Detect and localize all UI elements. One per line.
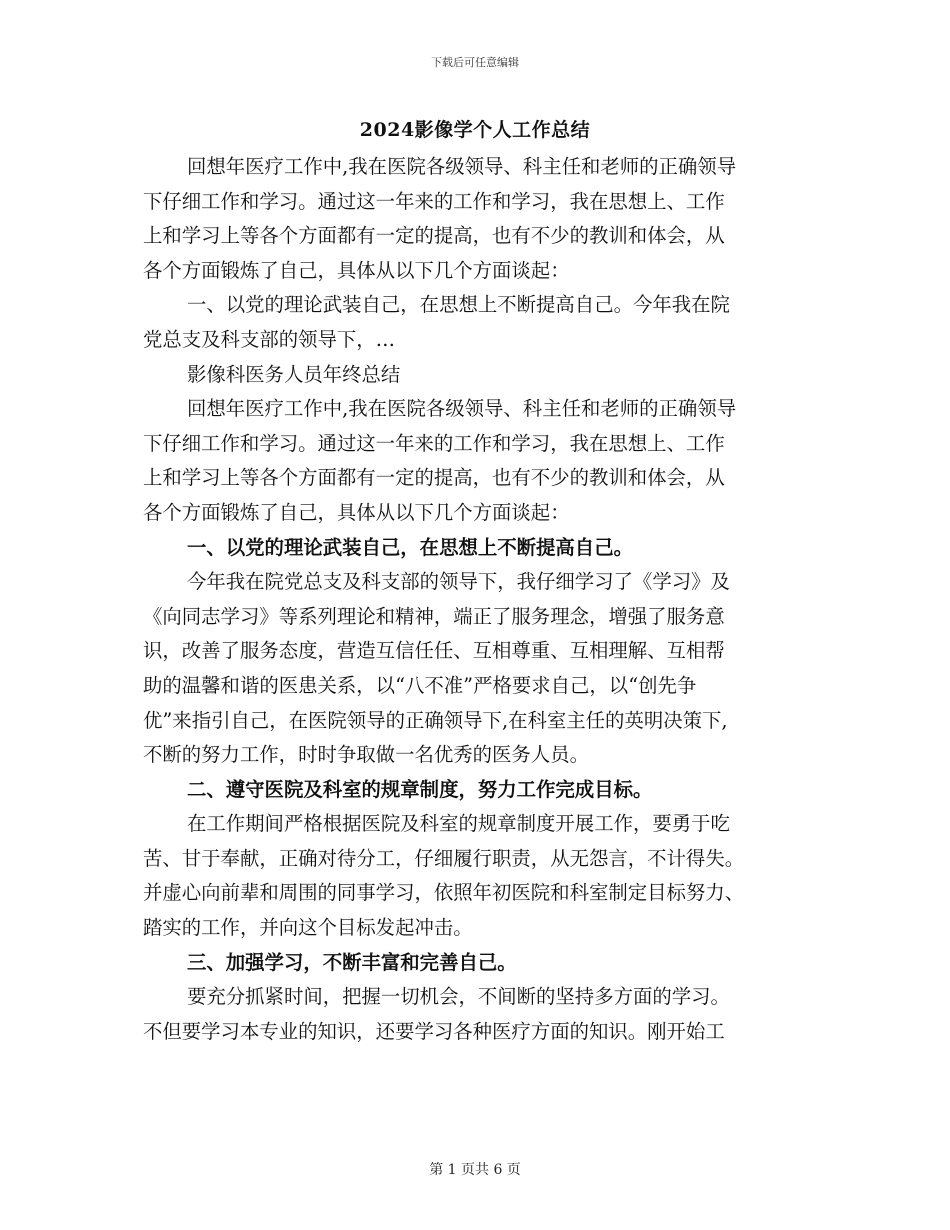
paragraph-line: 苦、甘于奉献，正确对待分工，仔细履行职责，从无怨言，不计得失。 xyxy=(143,846,745,870)
section-heading-line: 一、以党的理论武装自己，在思想上不断提高自己。 xyxy=(187,535,633,559)
document-title: 2024影像学个人工作总结 xyxy=(359,119,591,141)
paragraph-line: 上和学习上等各个方面都有一定的提高，也有不少的教训和体会，从 xyxy=(143,224,725,248)
section-heading-line: 三、加强学习，不断丰富和完善自己。 xyxy=(187,950,517,974)
paragraph-line: 要充分抓紧时间，把握一切机会，不间断的坚持多方面的学习。 xyxy=(187,985,730,1009)
paragraph-line: 上和学习上等各个方面都有一定的提高，也有不少的教训和体会，从 xyxy=(143,466,725,490)
paragraph-line: 影像科医务人员年终总结 xyxy=(187,362,401,386)
paragraph-line: 识，改善了服务态度，营造互信任任、互相尊重、互相理解、互相帮 xyxy=(143,639,725,663)
paragraph-line: 党总支及科支部的领导下，… xyxy=(143,327,396,351)
paragraph-line: 各个方面锻炼了自己，具体从以下几个方面谈起： xyxy=(143,258,570,282)
page-footer: 第 1 页共 6 页 xyxy=(429,1162,521,1178)
document-body xyxy=(143,150,815,1049)
paragraph-line: 助的温馨和谐的医患关系，以“八不准”严格要求自己，以“创先争 xyxy=(143,673,697,697)
paragraph-line: 回想年医疗工作中,我在医院各级领导、科主任和老师的正确领导 xyxy=(187,397,737,421)
paragraph-line: 下仔细工作和学习。通过这一年来的工作和学习，我在思想上、工作 xyxy=(143,189,725,213)
section-heading-line: 二、遵守医院及科室的规章制度，努力工作完成目标。 xyxy=(187,777,653,801)
header-note: 下载后可任意编辑 xyxy=(431,56,519,69)
paragraph-line: 不但要学习本专业的知识，还要学习各种医疗方面的知识。刚开始工 xyxy=(143,1019,725,1043)
paragraph-line: 下仔细工作和学习。通过这一年来的工作和学习，我在思想上、工作 xyxy=(143,431,725,455)
paragraph-line: 在工作期间严格根据医院及科室的规章制度开展工作，要勇于吃 xyxy=(187,812,730,836)
paragraph-line: 优”来指引自己，在医院领导的正确领导下,在科室主任的英明决策下, xyxy=(143,708,728,732)
paragraph-line: 回想年医疗工作中,我在医院各级领导、科主任和老师的正确领导 xyxy=(187,155,737,178)
paragraph-line: 踏实的工作，并向这个目标发起冲击。 xyxy=(143,916,473,940)
paragraph-line: 今年我在院党总支及科支部的领导下，我仔细学习了《学习》及 xyxy=(187,570,730,594)
paragraph-line: 不断的努力工作，时时争取做一名优秀的医务人员。 xyxy=(143,743,589,767)
paragraph-line: 并虚心向前辈和周围的同事学习，依照年初医院和科室制定目标努力、 xyxy=(143,881,745,905)
paragraph-line: 一、以党的理论武装自己，在思想上不断提高自己。今年我在院 xyxy=(187,293,730,317)
paragraph-line: 各个方面锻炼了自己，具体从以下几个方面谈起： xyxy=(143,500,570,524)
paragraph-line: 《向同志学习》等系列理论和精神，端正了服务理念，增强了服务意 xyxy=(143,604,725,628)
